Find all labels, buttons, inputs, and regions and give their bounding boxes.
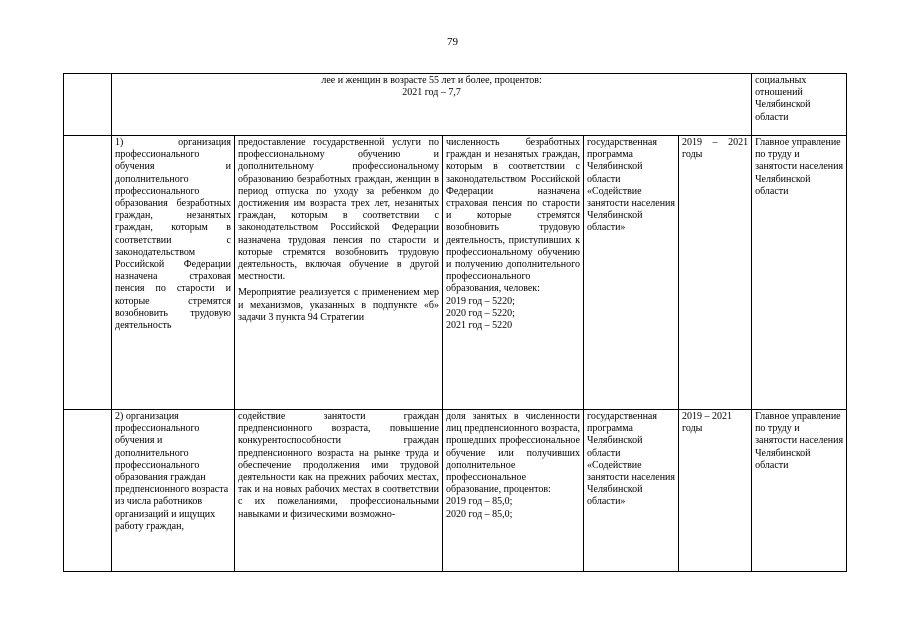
- responsible-cell: Главное управление по труду и занятости населения Челябинской области: [752, 136, 847, 410]
- content-cell: [235, 136, 443, 410]
- empty-number-cell: [64, 74, 112, 136]
- activity-cell: 1) организация профессионального обучения и дополнительного профессионального образования безработных граждан, незанятых граждан, которым в соответствии с законодательством Российской Федерации назначена страховая пенсия по старости и которые стремятся возобновить трудовую деятельность: [112, 136, 235, 410]
- indicator-value: 2019 год – 85,0;: [446, 496, 513, 508]
- content-cell: [235, 410, 443, 572]
- indicator-text: доля занятых в численности лиц предпенсионного возраста, прошедших профессиональное обучение или получивших дополнительное профессиональное образование, процентов:: [446, 411, 580, 496]
- content-text: предоставление государственной услуги по профессиональному обучению и дополнительному профессиональному образованию безработных граждан, женщин в период отпуска по уходу за ребенком до достижения им возраста трех лет, незанятых граждан, которым в соответствии с законодательством Российской Федерации назначена трудовая пенсия по старости и которые стремятся возобновить трудовую деятельность, включая обучение в другой местности.: [238, 137, 439, 283]
- program-cell: государственная программа Челябинской области «Содействие занятости населения Челябинской области»: [584, 410, 679, 572]
- continuation-indicator-line: лее и женщин в возрасте 55 лет и более, процентов:: [321, 75, 542, 86]
- activity-cell: 2) организация профессионального обучения и дополнительного профессионального образования граждан предпенсионного возраста из числа работников организаций и ищущих работу граждан,: [112, 410, 235, 572]
- indicator-cell: [443, 410, 584, 572]
- period-cell: 2019 – 2021 годы: [679, 136, 752, 410]
- empty-number-cell: [64, 410, 112, 572]
- table-row: [64, 136, 847, 410]
- continuation-indicator-cell: [112, 74, 752, 136]
- continuation-row: [64, 74, 847, 136]
- continuation-responsible-cell: социальных отношений Челябинской области: [752, 74, 847, 136]
- indicator-value: 2019 год – 5220;: [446, 295, 515, 307]
- period-cell: 2019 – 2021 годы: [679, 410, 752, 572]
- indicator-value: 2021 год – 5220: [446, 320, 513, 332]
- page-number: 79: [447, 36, 458, 48]
- plan-table: [63, 73, 847, 572]
- indicator-value: 2020 год – 5220;: [446, 307, 515, 319]
- continuation-indicator-line: 2021 год – 7,7: [402, 87, 461, 99]
- table-row: [64, 410, 847, 572]
- indicator-cell: [443, 136, 584, 410]
- content-text: содействие занятости граждан предпенсионного возраста, повышение конкурентоспособности граждан предпенсионного возраста на рынке труда и обеспечение продолжения ими трудовой деятельности как на прежних рабочих местах, так и на новых рабочих местах в соответствии с их пожеланиями, профессиональными навыками и физическими возможно-: [238, 411, 439, 520]
- content-note: Мероприятие реализуется с применением мер и механизмов, указанных в подпункте «б» задачи 3 пункта 94 Стратегии: [238, 287, 439, 323]
- empty-number-cell: [64, 136, 112, 410]
- responsible-cell: Главное управление по труду и занятости населения Челябинской области: [752, 410, 847, 572]
- indicator-value: 2020 год – 85,0;: [446, 508, 513, 520]
- program-cell: государственная программа Челябинской области «Содействие занятости населения Челябинской области»: [584, 136, 679, 410]
- indicator-text: численность безработных граждан и незанятых граждан, которым в соответствии с законодательством Российской Федерации назначена страховая пенсия по старости и которые стремятся возобновить трудовую деятельность, приступивших к профессиональному обучению и получению дополнительного профессионального образования, человек:: [446, 137, 580, 295]
